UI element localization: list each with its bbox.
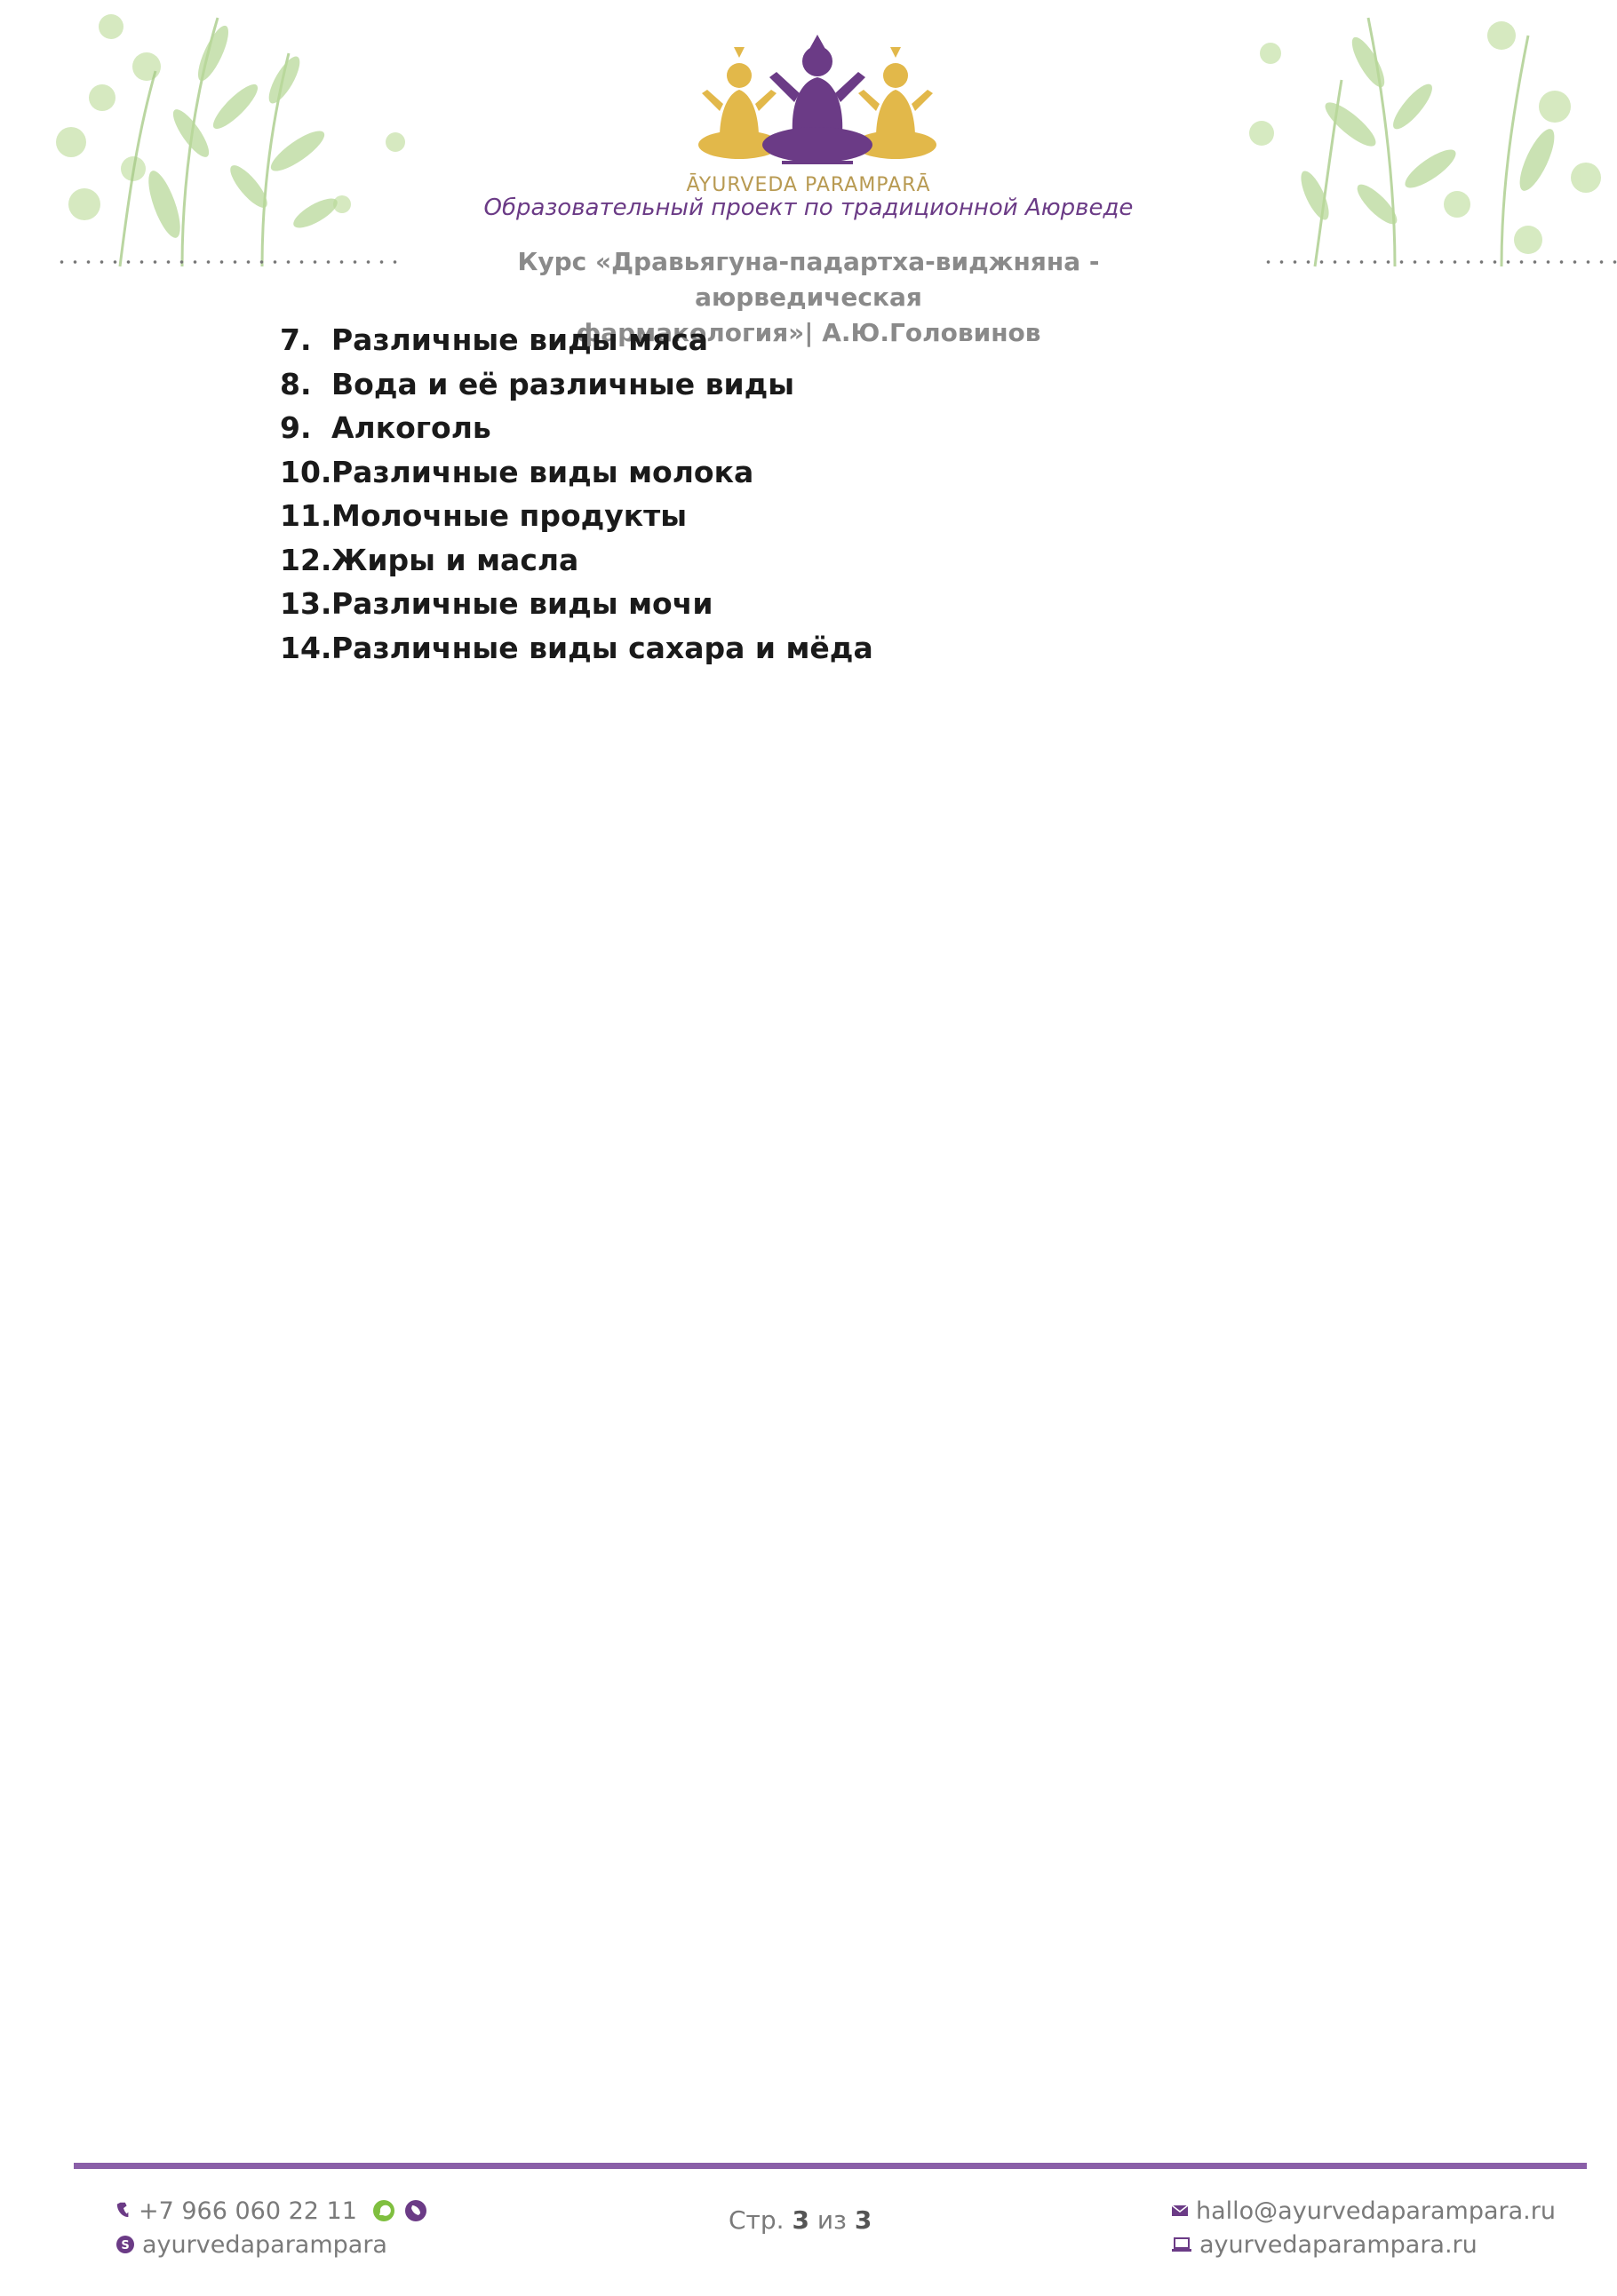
list-item-text: Жиры и масла (331, 542, 579, 577)
footer-divider (74, 2163, 1587, 2169)
list-item (280, 538, 873, 583)
course-title-line2: фармакология»| А.Ю.Головинов (576, 318, 1041, 347)
page-prefix: Стр. (729, 2205, 785, 2235)
list-item-text: Различные виды молока (331, 454, 754, 489)
list-item-number: 13. (280, 586, 332, 622)
list-item-text: Различные виды мяса (331, 322, 709, 358)
list-item-text: Алкоголь (331, 410, 491, 446)
dotted-divider-left (55, 259, 406, 265)
phone-number[interactable]: +7 966 060 22 11 (139, 2197, 357, 2225)
list-item (280, 494, 873, 538)
course-title-line1: Курс «Дравьягуна-падартха-виджняна - аюрведическая (517, 247, 1100, 312)
list-item-number: 14. (280, 630, 332, 665)
footer-website-row (1171, 2228, 1556, 2261)
list-item-text: Вода и её различные виды (331, 366, 795, 401)
list-item (280, 362, 873, 407)
website-link[interactable]: ayurvedaparampara.ru (1199, 2230, 1478, 2259)
list-item (280, 582, 873, 626)
svg-text:S: S (121, 2239, 130, 2252)
page-total: 3 (854, 2205, 872, 2235)
logo-figures (693, 31, 942, 173)
footer-phone-row (116, 2194, 435, 2228)
page-current: 3 (792, 2205, 809, 2235)
tagline: Образовательный проект по традиционной Аюрведе (483, 195, 1134, 221)
skype-handle[interactable]: ayurvedaparampara (142, 2230, 387, 2259)
email-link[interactable]: hallo@ayurvedaparampara.ru (1196, 2197, 1556, 2225)
list-item-text: Различные виды сахара и мёда (331, 630, 873, 665)
footer-contacts-right (1171, 2194, 1556, 2261)
viber-icon[interactable] (403, 2198, 428, 2223)
leaf-decoration-left (49, 0, 431, 275)
footer-contacts-left (116, 2194, 435, 2261)
skype-icon (116, 2235, 135, 2254)
page-separator: из (816, 2205, 847, 2235)
footer-email-row (1171, 2194, 1556, 2228)
whatsapp-icon[interactable] (371, 2198, 396, 2223)
topic-list (280, 318, 873, 670)
list-item-number: 10. (280, 454, 332, 489)
list-item (280, 318, 873, 362)
list-item-number: 11. (280, 498, 332, 534)
list-item (280, 450, 873, 495)
list-item (280, 406, 873, 450)
dotted-divider-right (1262, 259, 1617, 265)
list-item-number: 9. (280, 410, 312, 446)
leaf-decoration-right (1235, 0, 1617, 275)
list-item-number: 12. (280, 542, 332, 577)
phone-icon (116, 2201, 131, 2221)
list-item-number: 7. (280, 322, 312, 358)
laptop-icon (1171, 2236, 1192, 2252)
list-item-text: Различные виды мочи (331, 586, 713, 622)
list-item-number: 8. (280, 366, 312, 401)
list-item (280, 626, 873, 671)
footer-skype-row (116, 2228, 435, 2261)
brand-name: ĀYURVEDA PARAMPARĀ (686, 174, 931, 196)
list-item-text: Молочные продукты (331, 498, 688, 534)
mail-icon (1171, 2204, 1189, 2218)
page-number (729, 2205, 872, 2235)
